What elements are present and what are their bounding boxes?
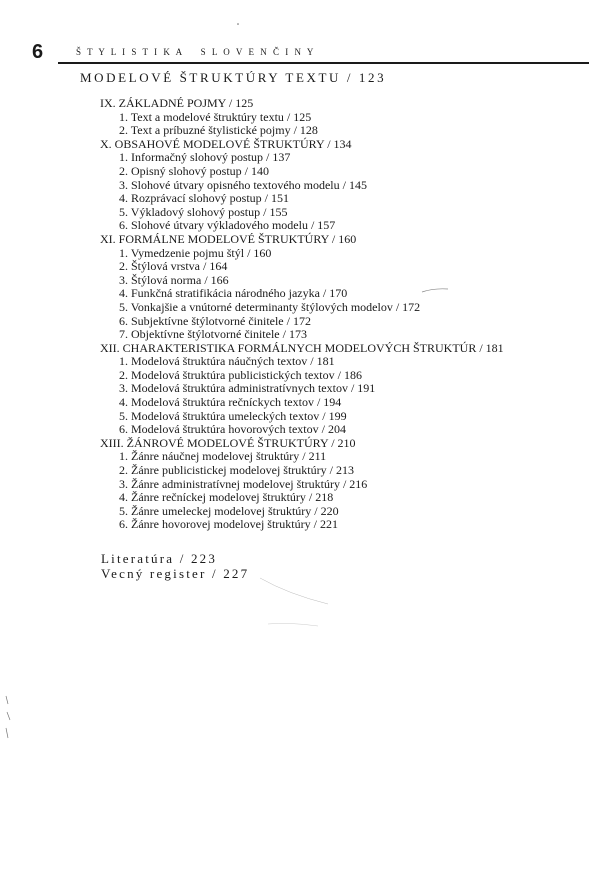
toc-section-entry: 5. Výkladový slohový postup / 155: [119, 204, 288, 219]
back-matter-list: [101, 551, 249, 581]
table-of-contents: [100, 97, 570, 532]
back-matter-entry: Vecný register / 227: [101, 566, 250, 581]
toc-section-entry: 1. Modelová štruktúra náučných textov / 181: [119, 354, 335, 369]
toc-section-entry: 3. Modelová štruktúra administratívnych textov / 191: [119, 381, 376, 396]
toc-chapter-title: XIII. ŽÁNROVÉ MODELOVÉ ŠTRUKTÚRY / 210: [100, 435, 356, 450]
toc-section-entry: 5. Vonkajšie a vnútorné determinanty štýlových modelov / 172: [119, 299, 421, 314]
toc-section-entry: 3. Slohové útvary opisného textového modelu / 145: [119, 177, 367, 192]
toc-section-entry: 6. Subjektívne štýlotvorné činitele / 172: [119, 313, 311, 328]
toc-chapter-title: XII. CHARAKTERISTIKA FORMÁLNYCH MODELOVÝCH ŠTRUKTÚR / 181: [100, 340, 504, 355]
scan-mark-pencil: [420, 286, 450, 294]
toc-chapter-title: IX. ZÁKLADNÉ POJMY / 125: [100, 96, 254, 110]
toc-section-entry: 4. Funkčná stratifikácia národného jazyka / 170: [119, 286, 348, 301]
toc-section-entry: 1. Žánre náučnej modelovej štruktúry / 211: [119, 449, 327, 464]
toc-section-entry: 1. Vymedzenie pojmu štýl / 160: [119, 245, 272, 260]
scan-mark-margin: [2, 694, 16, 744]
toc-section-entry: 5. Modelová štruktúra umeleckých textov / 199: [119, 408, 347, 423]
toc-section-entry: 3. Štýlová norma / 166: [119, 272, 229, 287]
scan-mark-top: [236, 22, 240, 26]
toc-chapter-title: XI. FORMÁLNE MODELOVÉ ŠTRUKTÚRY / 160: [100, 231, 357, 246]
toc-section-entry: 4. Rozprávací slohový postup / 151: [119, 191, 289, 206]
toc-section-entry: 6. Slohové útvary výkladového modelu / 157: [119, 218, 336, 233]
running-title: Š T Y L I S T I K A S L O V E N Č I N Y: [76, 47, 316, 57]
toc-section-entry: 6. Modelová štruktúra hovorových textov / 204: [119, 422, 346, 437]
page-number: 6: [32, 41, 44, 63]
part-title: MODELOVÉ ŠTRUKTÚRY TEXTU / 123: [80, 70, 387, 85]
toc-section-entry: 4. Modelová štruktúra rečníckych textov / 194: [119, 395, 342, 410]
scan-mark-smudge: [258, 574, 338, 634]
toc-section-entry: 2. Štýlová vrstva / 164: [119, 259, 228, 274]
toc-section-entry: 5. Žánre umeleckej modelovej štruktúry / 220: [119, 503, 339, 518]
toc-section-entry: 2. Modelová štruktúra publicistických textov / 186: [119, 367, 362, 382]
toc-section-entry: 2. Text a príbuzné štylistické pojmy / 128: [119, 123, 318, 138]
toc-section-entry: 1. Informačný slohový postup / 137: [119, 150, 291, 165]
toc-section-entry: 2. Žánre publicistickej modelovej štruktúry / 213: [119, 463, 354, 478]
toc-section-entry: 4. Žánre rečníckej modelovej štruktúry / 218: [119, 490, 334, 505]
toc-section-entry: 3. Žánre administratívnej modelovej štruktúry / 216: [119, 476, 368, 491]
header-rule: [58, 62, 589, 64]
toc-chapter-title: X. OBSAHOVÉ MODELOVÉ ŠTRUKTÚRY / 134: [100, 136, 352, 151]
back-matter-entry: Literatúra / 223: [101, 551, 218, 566]
toc-section-entry: 6. Žánre hovorovej modelovej štruktúry / 221: [119, 517, 338, 532]
toc-section-entry: 1. Text a modelové štruktúry textu / 125: [119, 109, 312, 124]
toc-section-entry: 2. Opisný slohový postup / 140: [119, 163, 270, 178]
toc-section-entry: 7. Objektívne štýlotvorné činitele / 173: [119, 327, 307, 342]
